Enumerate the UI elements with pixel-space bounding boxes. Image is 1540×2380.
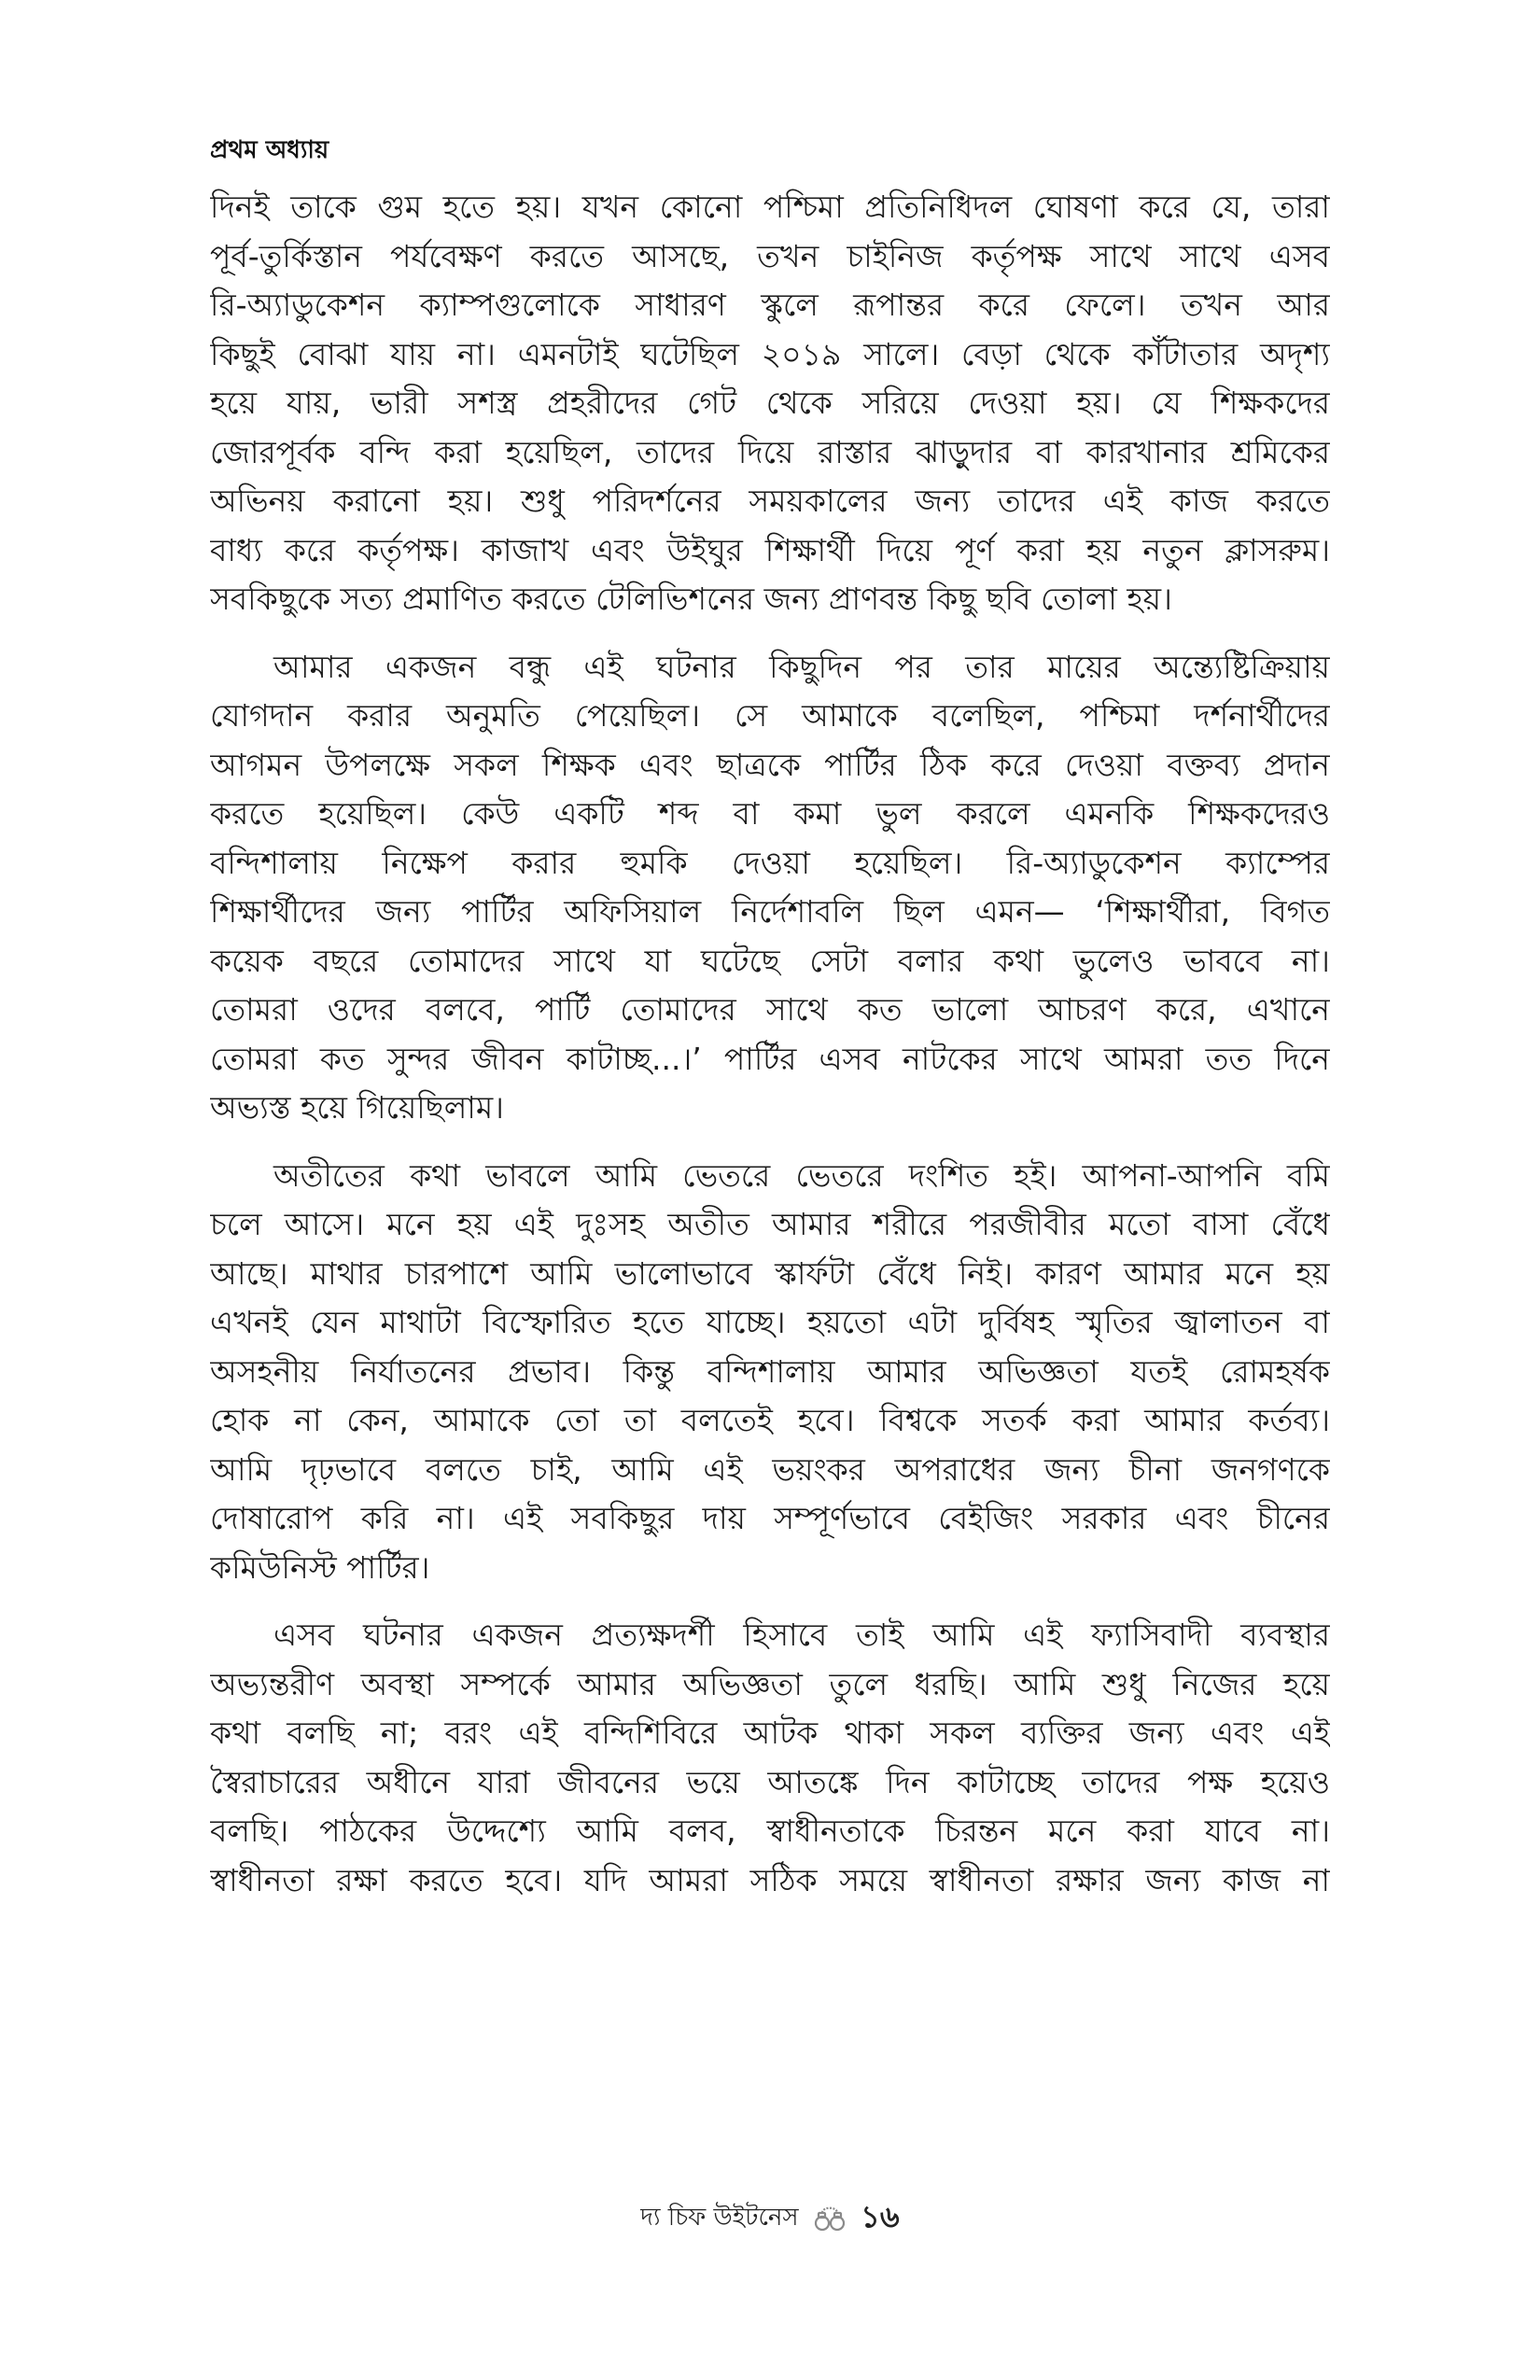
text-line: করতে হয়েছিল। কেউ একটি শব্দ বা কমা ভুল করলে এমনকি শিক্ষকদেরও [210,795,1330,832]
handcuffs-icon [814,2205,846,2233]
paragraph [210,183,1330,624]
page-number: ১৬ [861,2199,900,2234]
paragraph [210,643,1330,1133]
body-text [210,183,1330,1924]
running-head: প্রথম অধ্যায় [210,136,329,164]
text-line: এখনই যেন মাথাটা বিস্ফোরিত হতে যাচ্ছে। হয়তো এটা দুর্বিষহ স্মৃতির জ্বালাতন বা [210,1304,1330,1340]
text-line: কিছুই বোঝা যায় না। এমনটাই ঘটেছিল ২০১৯ সালে। বেড়া থেকে কাঁটাতার অদৃশ্য [210,335,1330,372]
text-line: বন্দিশালায় নিক্ষেপ করার হুমকি দেওয়া হয়েছিল। রি-অ্যাডুকেশন ক্যাম্পের [210,844,1330,881]
text-line: আগমন উপলক্ষে সকল শিক্ষক এবং ছাত্রকে পার্টির ঠিক করে দেওয়া বক্তব্য প্রদান [210,746,1330,783]
text-line: সবকিছুকে সত্য প্রমাণিত করতে টেলিভিশনের জন্য প্রাণবন্ত কিছু ছবি তোলা হয়। [210,581,1172,617]
text-line: বাধ্য করে কর্তৃপক্ষ। কাজাখ এবং উইঘুর শিক্ষার্থী দিয়ে পূর্ণ করা হয় নতুন ক্লাসরুম। [210,531,1330,568]
paragraph [210,1152,1330,1593]
text-line: দিনই তাকে গুম হতে হয়। যখন কোনো পশ্চিমা প্রতিনিধিদল ঘোষণা করে যে, তারা [210,189,1330,225]
text-line: অভ্যন্তরীণ অবস্থা সম্পর্কে আমার অভিজ্ঞতা তুলে ধরছি। আমি শুধু নিজের হয়ে [210,1665,1330,1702]
text-line: রি-অ্যাডুকেশন ক্যাম্পগুলোকে সাধারণ স্কুলে রূপান্তর করে ফেলে। তখন আর [210,287,1330,323]
text-line: তোমরা ওদের বলবে, পার্টি তোমাদের সাথে কত ভালো আচরণ করে, এখানে [210,991,1330,1028]
text-line: জোরপূর্বক বন্দি করা হয়েছিল, তাদের দিয়ে রাস্তার ঝাড়ুদার বা কারখানার শ্রমিকের [210,433,1330,470]
text-line: আছে। মাথার চারপাশে আমি ভালোভাবে স্কার্ফটা বেঁধে নিই। কারণ আমার মনে হয় [210,1254,1330,1292]
paragraph [210,1611,1330,1905]
text-line: অতীতের কথা ভাবলে আমি ভেতরে ভেতরে দংশিত হই। আপনা-আপনি বমি [273,1156,1330,1194]
text-line: কমিউনিস্ট পার্টির। [210,1548,430,1586]
text-line: অভিনয় করানো হয়। শুধু পরিদর্শনের সময়কালের জন্য তাদের এই কাজ করতে [210,483,1330,519]
page-footer [0,2193,1540,2244]
text-line: দোষারোপ করি না। এই সবকিছুর দায় সম্পূর্ণভাবে বেইজিং সরকার এবং চীনের [210,1500,1330,1536]
text-line: আমি দৃঢ়ভাবে বলতে চাই, আমি এই ভয়ংকর অপরাধের জন্য চীনা জনগণকে [210,1450,1330,1488]
text-line: অসহনীয় নির্যাতনের প্রভাব। কিন্তু বন্দিশালায় আমার অভিজ্ঞতা যতই রোমহর্ষক [210,1352,1330,1390]
text-line: হোক না কেন, আমাকে তো তা বলতেই হবে। বিশ্বকে সতর্ক করা আমার কর্তব্য। [210,1402,1330,1438]
text-line: আমার একজন বন্ধু এই ঘটনার কিছুদিন পর তার মায়ের অন্ত্যেষ্টিক্রিয়ায় [273,648,1330,685]
text-line: পূর্ব-তুর্কিস্তান পর্যবেক্ষণ করতে আসছে, তখন চাইনিজ কর্তৃপক্ষ সাথে সাথে এসব [210,237,1330,274]
footer-book-title: দ্য চিফ উইটনেস [640,2204,799,2232]
text-line: হয়ে যায়, ভারী সশস্ত্র প্রহরীদের গেট থেকে সরিয়ে দেওয়া হয়। যে শিক্ষকদের [210,385,1330,421]
text-line: বলছি। পাঠকের উদ্দেশ্যে আমি বলব, স্বাধীনতাকে চিরন্তন মনে করা যাবে না। [210,1813,1330,1849]
text-line: এসব ঘটনার একজন প্রত্যক্ষদর্শী হিসাবে তাই আমি এই ফ্যাসিবাদী ব্যবস্থার [273,1617,1330,1653]
text-line: শিক্ষার্থীদের জন্য পার্টির অফিসিয়াল নির্দেশাবলি ছিল এমন— ‘শিক্ষার্থীরা, বিগত [210,893,1330,930]
text-line: চলে আসে। মনে হয় এই দুঃসহ অতীত আমার শরীরে পরজীবীর মতো বাসা বেঁধে [210,1206,1330,1242]
text-line: কথা বলছি না; বরং এই বন্দিশিবিরে আটক থাকা সকল ব্যক্তির জন্য এবং এই [210,1715,1330,1751]
text-line: যোগদান করার অনুমতি পেয়েছিল। সে আমাকে বলেছিল, পশ্চিমা দর্শনার্থীদের [210,697,1330,734]
text-line: স্বৈরাচারের অধীনে যারা জীবনের ভয়ে আতঙ্কে দিন কাটাচ্ছে তাদের পক্ষ হয়েও [210,1763,1330,1800]
text-line: তোমরা কত সুন্দর জীবন কাটাচ্ছ...।’ পার্টির এসব নাটকের সাথে আমরা তত দিনে [210,1040,1330,1077]
text-line: কয়েক বছরে তোমাদের সাথে যা ঘটেছে সেটা বলার কথা ভুলেও ভাববে না। [210,942,1330,979]
text-line: স্বাধীনতা রক্ষা করতে হবে। যদি আমরা সঠিক সময়ে স্বাধীনতা রক্ষার জন্য কাজ না [210,1861,1330,1898]
text-line: অভ্যস্ত হয়ে গিয়েছিলাম। [210,1089,504,1126]
